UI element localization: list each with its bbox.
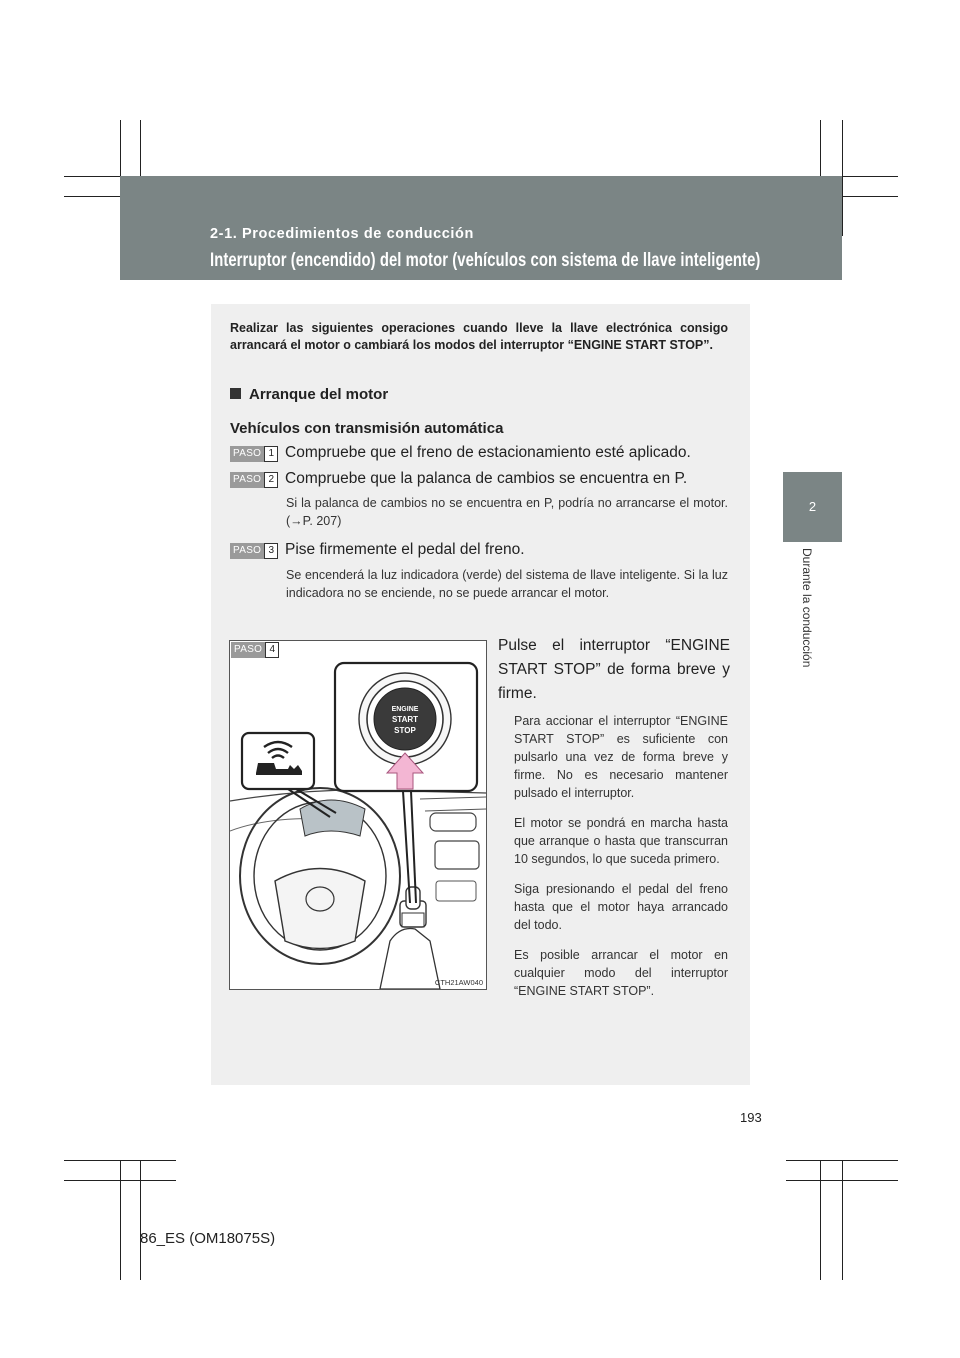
button-text-line-2: START	[391, 715, 419, 724]
dashboard-illustration	[229, 640, 487, 990]
crop-mark	[64, 1160, 176, 1161]
step-text: Pulse el interruptor “ENGINE START STOP” de forma breve y firme.	[498, 637, 730, 702]
step-number: 2	[264, 472, 278, 488]
step-note: Es posible arrancar el motor en cualquier modo del interruptor “ENGINE START STOP”.	[514, 948, 728, 998]
step-label: PASO	[230, 543, 264, 559]
square-bullet-icon	[230, 388, 241, 399]
crop-mark	[120, 1160, 121, 1280]
chapter-tab	[783, 472, 842, 542]
step-note: El motor se pondrá en marcha hasta que arranque o hasta que transcurran 10 segundos, lo que suceda primero.	[514, 816, 728, 866]
intro-paragraph: Realizar las siguientes operaciones cuando lleve la llave electrónica consigo arrancará el motor o cambiará los modos del interruptor “ENGINE START STOP”.	[230, 321, 728, 352]
figure-code: CTH21AW040	[434, 978, 483, 987]
step-notes	[514, 712, 728, 1012]
subheading	[230, 386, 388, 403]
step-badge	[230, 446, 278, 462]
step-badge	[231, 642, 279, 658]
crop-mark	[842, 120, 843, 236]
chapter-label	[796, 548, 820, 708]
button-text-line-3: STOP	[394, 726, 416, 735]
vehicle-heading: Vehículos con transmisión automática	[230, 420, 504, 437]
subheading-text: Arranque del motor	[249, 386, 389, 403]
step-label: PASO	[230, 472, 264, 488]
crop-mark	[786, 1180, 898, 1181]
step-note: Para accionar el interruptor “ENGINE START STOP” es suficiente con pulsarlo una vez de forma breve y firme. No es necesario mantener pulsado el interruptor.	[514, 714, 728, 800]
document-code: 86_ES (OM18075S)	[140, 1230, 276, 1247]
step-note: Se encenderá la luz indicadora (verde) del sistema de llave inteligente. Si la luz indicadora no se enciende, no se puede arrancar el motor.	[286, 568, 728, 600]
step-number: 1	[264, 446, 278, 462]
step-badge	[230, 472, 278, 488]
crop-mark	[140, 1160, 141, 1280]
step-text: Compruebe que la palanca de cambios se encuentra en P.	[285, 470, 688, 487]
step-badge	[230, 543, 278, 559]
section-label: 2-1. Procedimientos de conducción	[210, 226, 474, 242]
step-label: PASO	[230, 446, 264, 462]
page-header	[120, 176, 842, 280]
crop-mark	[64, 1180, 176, 1181]
dashboard-drawing	[230, 641, 486, 989]
crop-mark	[820, 1160, 821, 1280]
crop-mark	[786, 1160, 898, 1161]
step-number: 4	[265, 642, 279, 658]
step-text: Compruebe que el freno de estacionamiento esté aplicado.	[285, 444, 691, 461]
chapter-number: 2	[808, 499, 817, 514]
chapter-label-text: Durante la conducción	[800, 548, 814, 668]
page-number: 193	[740, 1110, 762, 1125]
button-text-line-1: ENGINE	[391, 706, 419, 713]
page-title: Interruptor (encendido) del motor (vehículos con sistema de llave inteligente)	[210, 250, 761, 271]
step-number: 3	[264, 543, 278, 559]
crop-mark	[842, 1160, 843, 1280]
step-label: PASO	[231, 642, 265, 658]
step-text: Pise firmemente el pedal del freno.	[285, 541, 525, 558]
step-note: Si la palanca de cambios no se encuentra en P, podría no arrancarse el motor. (→P. 207)	[286, 496, 728, 528]
step-note: Siga presionando el pedal del freno hasta que el motor haya arrancado del todo.	[514, 882, 728, 932]
